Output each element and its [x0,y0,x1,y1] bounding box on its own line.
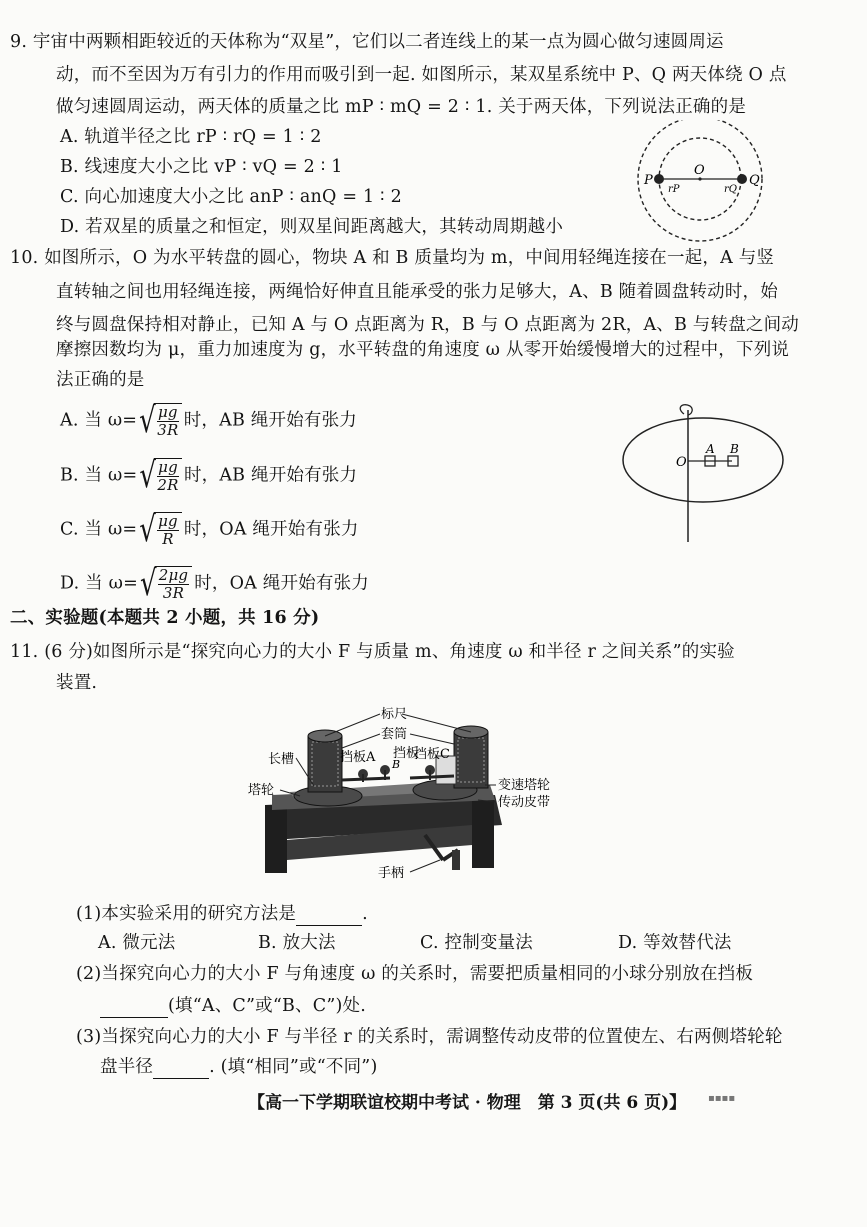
label-belt: 传动皮带 [498,795,551,810]
label-o: O [676,455,687,470]
answer-blank-2[interactable] [100,1017,168,1018]
q9-stem-line3: 做匀速圆周运动，两天体的质量之比 mP ∶ mQ = 2 ∶ 1. 关于两天体，下列说法正确的是 [56,97,747,117]
q10-option-d: D. 当 ω= √ $\frac{2\mu g}{3R}$ 时，OA 绳开始有张力 [60,563,369,605]
star-q [737,174,747,184]
q11-sub2-line2: (填“A、C”或“B、C”)处. [100,994,366,1018]
label-b: B [392,758,401,771]
q10-stem-line5: 法正确的是 [56,370,145,390]
label-rq: rQ [724,184,737,195]
label-long-groove: 长槽 [268,752,295,767]
sqrt-expression: √ $\frac{\mu g}{3R}$ [139,403,182,439]
q11-sub1-option-b: B. 放大法 [258,933,336,953]
q11-stem-line2: 装置. [56,673,98,693]
label-baffle-c: 挡板C [414,747,450,762]
label-baffle-b: 挡板 [393,746,420,761]
label-b: B [730,442,739,456]
sqrt-expression: √ $\frac{2\mu g}{3R}$ [140,566,192,602]
q11-sub2-line1: (2)当探究向心力的大小 F 与角速度 ω 的关系时，需要把质量相同的小球分别放在挡板 [76,964,754,984]
footer-mark: ▪▪▪▪ [708,1093,736,1104]
sqrt-expression: √ $\frac{\mu g}{2R}$ [139,458,182,494]
q10-stem-line4: 摩擦因数均为 μ，重力加速度为 g，水平转盘的角速度 ω 从零开始缓慢增大的过程中，下列说 [56,340,790,360]
q10-stem-line1: 10. 如图所示，O 为水平转盘的圆心，物块 A 和 B 质量均为 m，中间用轻绳连接在一起，A 与竖 [10,248,775,268]
label-baffle-a: 挡板A [340,750,376,765]
q9-stem-line1: 9. 宇宙中两颗相距较近的天体称为“双星”，它们以二者连线上的某一点为圆心做匀速圆周运 [10,32,724,52]
page-footer: 【高一下学期联谊校期中考试 · 物理 第 3 页(共 6 页)】 [248,1093,687,1113]
answer-blank-3[interactable] [153,1078,209,1079]
label-handle: 手柄 [378,866,405,881]
star-p [654,174,664,184]
q9-option-a: A. 轨道半径之比 rP ∶ rQ = 1 ∶ 2 [60,127,322,147]
answer-blank-1[interactable] [296,925,362,926]
binary-star-figure [630,120,770,245]
q11-sub1-option-a: A. 微元法 [98,933,176,953]
label-q: Q [749,173,760,188]
q11-sub1-option-c: C. 控制变量法 [420,933,533,953]
q10-option-a: A. 当 ω= √ $\frac{\mu g}{3R}$ 时，AB 绳开始有张力 [60,400,357,442]
label-o: O [694,163,705,178]
turntable-figure [618,400,788,545]
q11-sub3-line2: 盘半径 . (填“相同”或“不同”) [100,1057,378,1077]
section-title: 二、实验题(本题共 2 小题，共 16 分) [10,608,320,628]
q10-stem-line2: 直转轴之间也用轻绳连接，两绳恰好伸直且能承受的张力足够大，A、B 随着圆盘转动时，始 [56,282,778,302]
q9-option-c: C. 向心加速度大小之比 anP ∶ anQ = 1 ∶ 2 [60,187,402,207]
q10-option-c: C. 当 ω= √ $\frac{\mu g}{R}$ 时，OA 绳开始有张力 [60,509,359,551]
q9-option-d: D. 若双星的质量之和恒定，则双星间距离越大，其转动周期越小 [60,217,564,237]
q11-stem-line1: 11. (6 分)如图所示是“探究向心力的大小 F 与质量 m、角速度 ω 和半径 r 之间关系”的实验 [10,642,735,662]
label-a: A [706,442,715,456]
q11-sub1: (1)本实验采用的研究方法是 . [76,904,368,924]
label-rp: rP [668,184,680,195]
centripetal-apparatus-figure [240,700,620,890]
label-variable-wheel: 变速塔轮 [498,778,551,793]
q10-stem-line3: 终与圆盘保持相对静止，已知 A 与 O 点距离为 R，B 与 O 点距离为 2R，A、B 与转盘之间动 [56,315,800,335]
q9-option-b: B. 线速度大小之比 vP ∶ vQ = 2 ∶ 1 [60,157,343,177]
q9-stem-line2: 动，而不至因为万有引力的作用而吸引到一起. 如图所示，某双星系统中 P、Q 两天体绕 O 点 [56,65,787,85]
label-p: P [644,173,653,188]
label-sleeve: 套筒 [381,727,408,742]
sqrt-expression: √ $\frac{\mu g}{R}$ [139,512,182,548]
q11-sub1-option-d: D. 等效替代法 [618,933,732,953]
q10-option-b: B. 当 ω= √ $\frac{\mu g}{2R}$ 时，AB 绳开始有张力 [60,455,358,497]
q11-sub3-line1: (3)当探究向心力的大小 F 与半径 r 的关系时，需调整传动皮带的位置使左、右两侧塔轮轮 [76,1027,783,1047]
label-tower-wheel: 塔轮 [248,783,275,798]
label-ruler: 标尺 [381,707,408,722]
